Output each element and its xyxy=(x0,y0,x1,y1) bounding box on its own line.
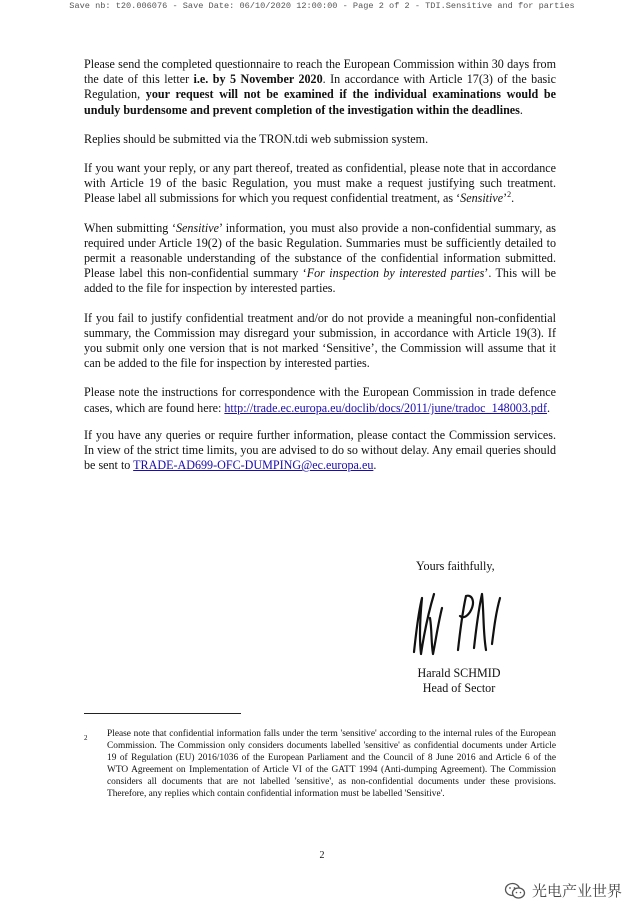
signatory-title: Head of Sector xyxy=(422,681,496,696)
paragraph-instructions: Please note the instructions for correspondence with the European Commission in trade defence cases, which are found here: http://trade.ec.europa.eu/doclib/docs/2011/june/tradoc_148003.pdf. xyxy=(84,385,556,415)
footnote-mark: 2 xyxy=(84,734,88,742)
paragraph-queries: If you have any queries or require further information, please contact the Commission services. In view of the strict time limits, you are advised to do so without delay. Any email queries should be sent to TRADE-AD699-OFC-DUMPING@ec.europa.eu. xyxy=(84,427,556,473)
document-header: Save nb: t20.006076 - Save Date: 06/10/2020 12:00:00 - Page 2 of 2 - TDI.Sensitive and for parties xyxy=(69,1,575,11)
footnote xyxy=(84,728,556,800)
paragraph-justify: If you fail to justify confidential treatment and/or do not provide a meaningful non-confidential summary, the Commission may disregard your submission, in accordance with Article 19(3). If you submit only one version that is not marked ‘Sensitive’, the Commission will assume that it can be added to the file for inspection by interested parties. xyxy=(84,310,556,371)
letter-body xyxy=(84,57,556,487)
footnote-text: Please note that confidential information falls under the term 'sensitive' according to the internal rules of the European Commission. The Commission only considers documents labelled 'sensitive' as confidential documents under Article 19 of Regulation (EU) 2016/1036 of the European Parliament and the Council of 8 June 2016 and Article 6 of the WTO Agreement on Implementation of Article VI of the GATT 1994 (Anti-dumping Agreement). The Commission considers all documents that are not labelled 'sensitive', as non-confidential documents under these provisions. Therefore, any replies which contain confidential information must be labelled 'Sensitive'. xyxy=(107,729,556,799)
paragraph-deadline: Please send the completed questionnaire to reach the European Commission within 30 days from the date of this letter i.e. by 5 November 2020. In accordance with Article 17(3) of the basic Regulation, your request will not be examined if the individual examinations would be unduly burdensome and prevent completion of the investigation within the deadlines. xyxy=(84,57,557,117)
footnote-reference: 2 xyxy=(507,190,512,200)
footnote-divider xyxy=(84,713,241,714)
paragraph-confidential: If you want your reply, or any part thereof, treated as confidential, please note that in accordance with Article 19 of the basic Regulation, you must make a request justifying such treatment. Please label all submissions for which you request confidential treatment, as ‘Sensitive’$^2$. xyxy=(84,161,556,206)
page-number: 2 xyxy=(319,850,325,861)
deadline-date: i.e. by 5 November 2020 xyxy=(193,72,323,87)
watermark-text: 光电产业世界 xyxy=(531,882,622,900)
signatory-name: Harald SCHMID xyxy=(417,666,501,680)
signatory-block xyxy=(413,666,505,696)
paragraph-summary: When submitting ‘Sensitive’ information, you must also provide a non-confidential summary, as required under Article 19(2) of the basic Regulation. Summaries must be sufficiently detailed to permit a reasonable understanding of the substance of the confidential information submitted. Please label this non-confidential summary ‘For inspection by interested parties’. This will be added to the file for inspection by interested parties. xyxy=(84,220,556,296)
watermark xyxy=(504,880,622,901)
instructions-link[interactable]: http://trade.ec.europa.eu/doclib/docs/2011/june/tradoc_148003.pdf xyxy=(224,400,548,415)
email-link[interactable]: TRADE-AD699-OFC-DUMPING@ec.europa.eu xyxy=(133,458,374,473)
signature-image xyxy=(400,584,510,662)
paragraph-submission: Replies should be submitted via the TRON.tdi web submission system. xyxy=(84,131,429,146)
warning-text: your request will not be examined if the individual examinations would be unduly burdensome and prevent completion of the investigation within the deadlines xyxy=(84,87,557,117)
wechat-icon xyxy=(504,882,526,900)
closing-salutation: Yours faithfully, xyxy=(416,559,495,573)
